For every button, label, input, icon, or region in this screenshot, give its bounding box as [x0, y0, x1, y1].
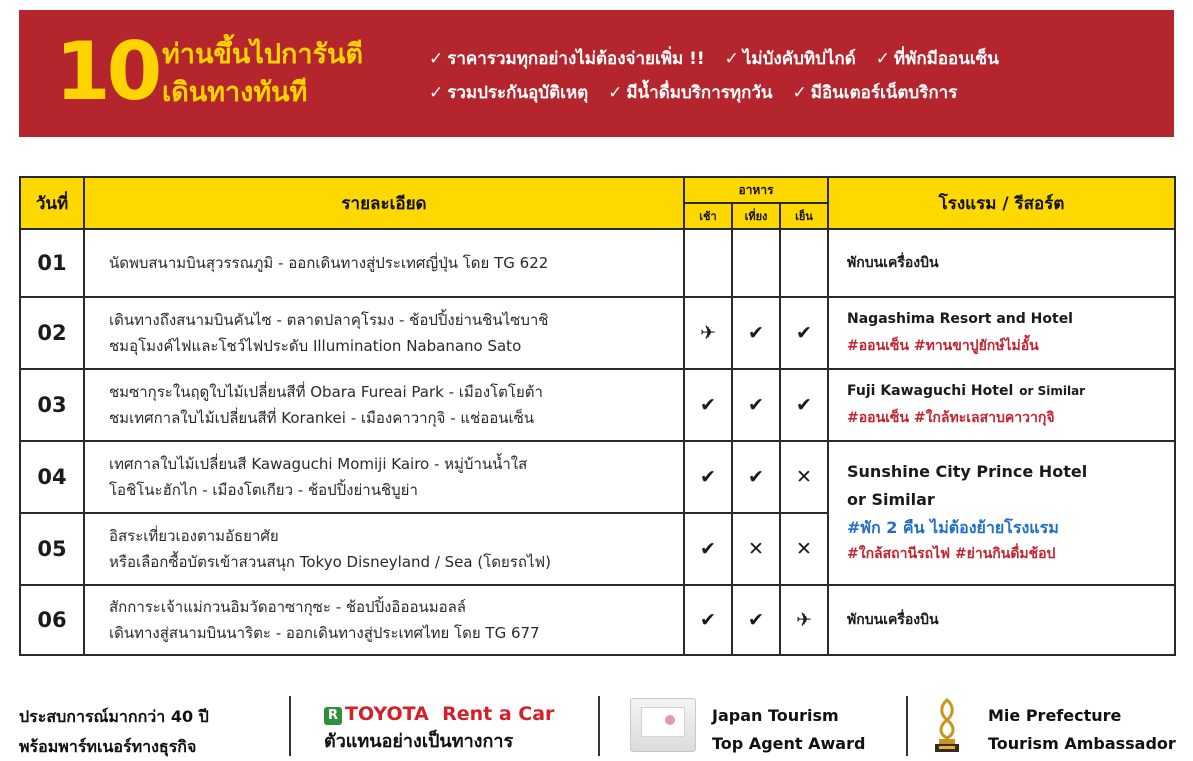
day-detail	[84, 369, 684, 441]
detail-line: ชมซากุระในฤดูใบไม้เปลี่ยนสีที่ Obara Fureai Park - เมืองโตโยต้า	[109, 383, 543, 401]
toyota-brand: TOYOTA	[345, 703, 429, 725]
meal-lunch	[732, 441, 780, 513]
meal-breakfast	[684, 369, 732, 441]
day-number: 01	[20, 229, 84, 297]
meal-dinner	[780, 585, 828, 655]
banner-features	[429, 42, 1013, 110]
cross-icon: ✕	[796, 538, 812, 560]
hotel-name	[847, 378, 1174, 405]
day-number: 04	[20, 441, 84, 513]
award-plate	[641, 707, 685, 737]
check-icon: ✓	[429, 49, 444, 69]
day-number: 03	[20, 369, 84, 441]
hotel-similar: or Similar	[1019, 384, 1086, 398]
hotel-cell-shared	[828, 441, 1175, 585]
banner-number: 10	[55, 25, 159, 118]
detail-line: อิสระเที่ยวเองตามอัธยาศัย	[109, 527, 279, 545]
header-hotel: โรงแรม / รีสอร์ต	[828, 177, 1175, 229]
mie-line2: Tourism Ambassador	[988, 734, 1176, 753]
feature-item	[792, 83, 957, 103]
toyota-rent-logo-icon: R	[324, 707, 342, 725]
table-row	[20, 229, 1175, 297]
day-number: 06	[20, 585, 84, 655]
detail-line: โอชิโนะฮักไก - เมืองโตเกียว - ช้อปปิ้งย่านชิบูย่า	[109, 481, 418, 499]
meal-dinner	[780, 229, 828, 297]
day-detail	[84, 513, 684, 585]
feature-label: รวมประกันอุบัติเหตุ	[447, 83, 589, 103]
experience-line2: พร้อมพาร์ทเนอร์ทางธุรกิจ	[19, 737, 197, 756]
cross-icon: ✕	[796, 466, 812, 488]
table-row	[20, 297, 1175, 369]
meal-dinner	[780, 297, 828, 369]
hotel-cell	[828, 585, 1175, 655]
check-icon: ✔	[700, 394, 716, 416]
award-line2: Top Agent Award	[712, 734, 866, 753]
feature-item	[429, 83, 588, 103]
check-icon: ✔	[700, 538, 716, 560]
feature-label: ราคารวมทุกอย่างไม่ต้องจ่ายเพิ่ม !!	[447, 49, 705, 69]
check-icon: ✔	[796, 394, 812, 416]
hotel-cell	[828, 297, 1175, 369]
feature-label: มีอินเตอร์เน็ตบริการ	[810, 83, 958, 103]
meal-breakfast	[684, 441, 732, 513]
header-dinner: เย็น	[780, 203, 828, 229]
footer	[0, 686, 1193, 761]
check-icon: ✓	[608, 83, 623, 103]
table-row	[20, 369, 1175, 441]
meal-breakfast	[684, 297, 732, 369]
detail-line: เดินทางถึงสนามบินคันไซ - ตลาดปลาคุโรมง - ช้อปปิ้งย่านชินไซบาชิ	[109, 311, 549, 329]
hotel-cell	[828, 369, 1175, 441]
hotel-name: พักบนเครื่องบิน	[847, 254, 939, 271]
mie-line1: Mie Prefecture	[988, 706, 1122, 725]
check-icon: ✓	[875, 49, 890, 69]
hotel-tags: #ออนเซ็น #ทานขาปูยักษ์ไม่อั้น	[847, 338, 1039, 354]
table-row	[20, 441, 1175, 513]
meal-lunch	[732, 513, 780, 585]
header-lunch: เที่ยง	[732, 203, 780, 229]
feature-label: ที่พักมีออนเซ็น	[893, 49, 999, 69]
check-icon: ✔	[748, 609, 764, 631]
check-icon: ✓	[792, 83, 807, 103]
toyota-sub: ตัวแทนอย่างเป็นทางการ	[324, 731, 514, 752]
header-detail: รายละเอียด	[84, 177, 684, 229]
footer-divider	[906, 696, 908, 756]
meal-dinner	[780, 441, 828, 513]
award-line1: Japan Tourism	[712, 706, 839, 725]
meal-lunch	[732, 229, 780, 297]
trophy-icon	[930, 698, 964, 754]
check-icon: ✔	[700, 466, 716, 488]
feature-item	[429, 49, 705, 69]
toyota-service: Rent a Car	[442, 703, 555, 725]
header-breakfast: เช้า	[684, 203, 732, 229]
detail-line: ชมอุโมงค์ไฟและโชว์ไฟประดับ Illumination Nabanano Sato	[109, 337, 522, 355]
meal-dinner	[780, 369, 828, 441]
detail-line: นัดพบสนามบินสุวรรณภูมิ - ออกเดินทางสู่ประเทศญี่ปุ่น โดย TG 622	[109, 254, 549, 272]
day-number: 05	[20, 513, 84, 585]
feature-item	[876, 49, 999, 69]
feature-label: มีน้ำดื่มบริการทุกวัน	[626, 83, 773, 103]
airplane-icon: ✈	[796, 609, 812, 631]
meal-dinner	[780, 513, 828, 585]
detail-line: เทศกาลใบไม้เปลี่ยนสี Kawaguchi Momiji Kairo - หมู่บ้านน้ำใส	[109, 455, 528, 473]
detail-line: ชมเทศกาลใบไม้เปลี่ยนสีที่ Korankei - เมืองคาวากุจิ - แช่ออนเซ็น	[109, 409, 535, 427]
header-day: วันที่	[20, 177, 84, 229]
hotel-name: Sunshine City Prince Hotel	[847, 462, 1088, 481]
toyota-block	[324, 700, 554, 756]
header-meals: อาหาร	[684, 177, 828, 203]
hotel-tags: #ออนเซ็น #ใกล้ทะเลสาบคาวากุจิ	[847, 410, 1055, 426]
day-detail	[84, 441, 684, 513]
feature-label: ไม่บังคับทิปไกด์	[742, 49, 856, 69]
check-icon: ✓	[724, 49, 739, 69]
hotel-similar: or Similar	[847, 490, 935, 509]
detail-line: หรือเลือกซื้อบัตรเข้าสวนสนุก Tokyo Disneyland / Sea (โดยรถไฟ)	[109, 553, 551, 571]
mie-block	[988, 702, 1176, 758]
detail-line: สักการะเจ้าแม่กวนอิมวัดอาซากุซะ - ช้อปปิ้งอิออนมอลล์	[109, 598, 466, 616]
award-block	[712, 702, 865, 758]
banner-heading-line1: ท่านขึ้นไปการันตี	[162, 39, 364, 70]
banner-features-row1	[429, 42, 1013, 76]
airplane-icon: ✈	[700, 322, 716, 344]
feature-item	[725, 49, 856, 69]
promo-banner	[19, 10, 1174, 137]
meal-lunch	[732, 297, 780, 369]
day-detail	[84, 585, 684, 655]
hotel-name-text: Fuji Kawaguchi Hotel	[847, 383, 1014, 399]
check-icon: ✔	[748, 394, 764, 416]
day-detail	[84, 297, 684, 369]
hotel-cell	[828, 229, 1175, 297]
experience-block	[19, 702, 209, 761]
detail-line: เดินทางสู่สนามบินนาริตะ - ออกเดินทางสู่ประเทศไทย โดย TG 677	[109, 624, 540, 642]
cross-icon: ✕	[748, 538, 764, 560]
feature-item	[608, 83, 772, 103]
footer-divider	[598, 696, 600, 756]
meal-breakfast	[684, 585, 732, 655]
hotel-tags: #ใกล้สถานีรถไฟ #ย่านกินดื่มช้อป	[847, 546, 1056, 562]
award-plaque-icon	[630, 698, 696, 752]
hotel-tag-stay: #พัก 2 คืน ไม่ต้องย้ายโรงแรม	[847, 518, 1059, 537]
banner-heading-line2: เดินทางทันที	[162, 77, 308, 108]
check-icon: ✔	[796, 322, 812, 344]
meal-lunch	[732, 585, 780, 655]
award-seal	[665, 715, 675, 725]
table-row	[20, 585, 1175, 655]
hotel-name: พักบนเครื่องบิน	[847, 611, 939, 628]
check-icon: ✔	[748, 466, 764, 488]
itinerary-table	[19, 176, 1176, 656]
check-icon: ✓	[429, 83, 444, 103]
meal-lunch	[732, 369, 780, 441]
hotel-name: Nagashima Resort and Hotel	[847, 311, 1073, 327]
toyota-brand-line	[324, 700, 554, 728]
day-number: 02	[20, 297, 84, 369]
banner-features-row2	[429, 76, 1013, 110]
check-icon: ✔	[748, 322, 764, 344]
check-icon: ✔	[700, 609, 716, 631]
banner-heading	[162, 36, 363, 112]
day-detail	[84, 229, 684, 297]
meal-breakfast	[684, 229, 732, 297]
footer-divider	[289, 696, 291, 756]
meal-breakfast	[684, 513, 732, 585]
experience-line1: ประสบการณ์มากกว่า 40 ปี	[19, 707, 209, 726]
